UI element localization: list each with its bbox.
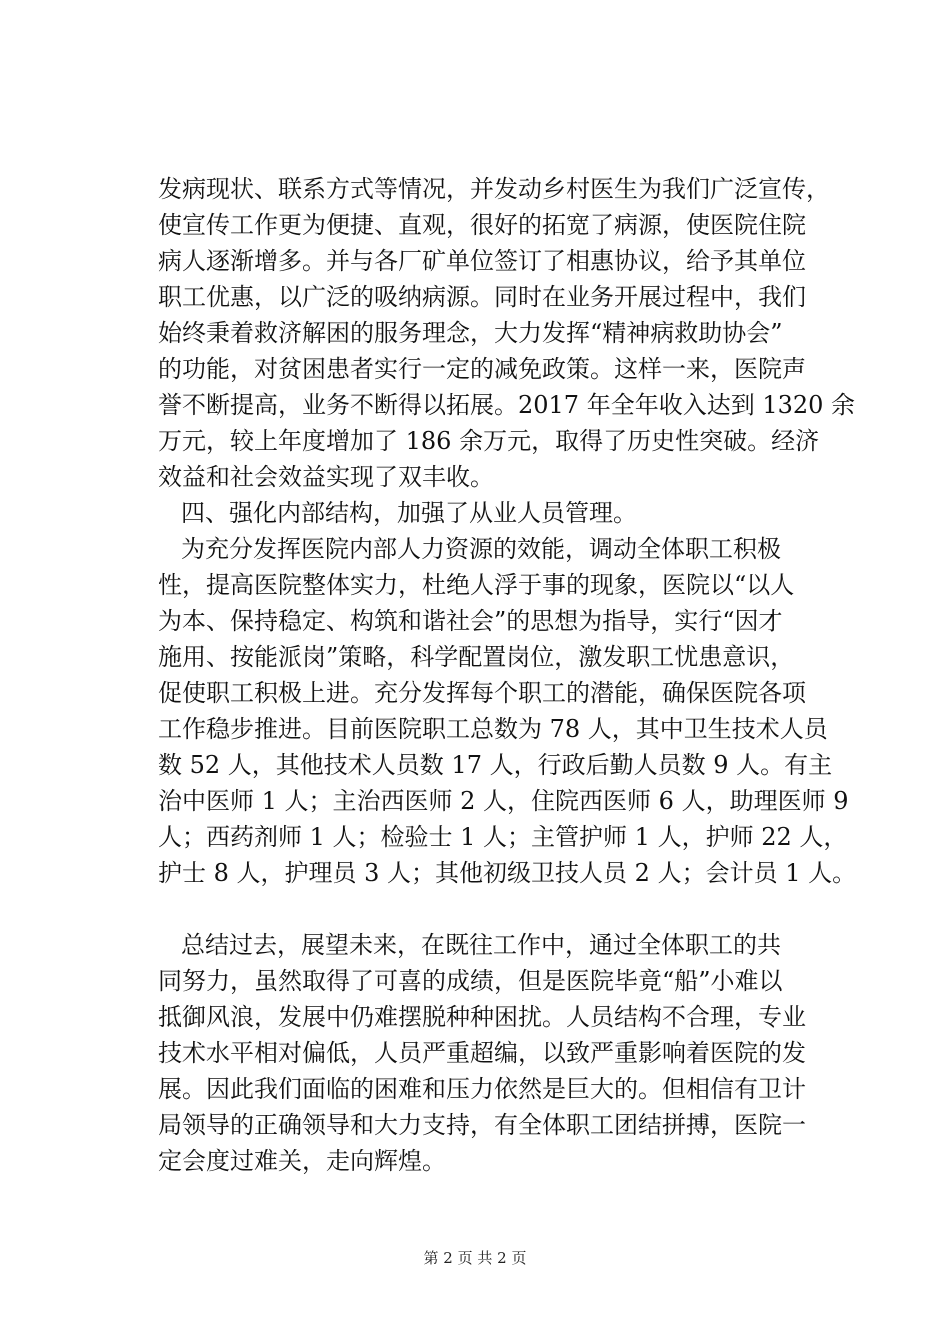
text-line: 治中医师 1 人；主治西医师 2 人，住院西医师 6 人，助理医师 9 [158, 787, 849, 815]
paragraph-spacer [158, 891, 813, 927]
text-line: 人；西药剂师 1 人；检验士 1 人；主管护师 1 人，护师 22 人， [158, 823, 848, 851]
text-line: 工作稳步推进。目前医院职工总数为 78 人，其中卫生技术人员 [158, 715, 828, 743]
text-line: 的功能，对贫困患者实行一定的减免政策。这样一来，医院声 [158, 355, 806, 383]
paragraph-summary [158, 927, 813, 1179]
text-line: 促使职工积极上进。充分发挥每个职工的潜能，确保医院各项 [158, 679, 806, 707]
text-line: 发病现状、联系方式等情况，并发动乡村医生为我们广泛宣传， [158, 175, 830, 203]
text-line: 性，提高医院整体实力，杜绝人浮于事的现象，医院以“以人 [158, 571, 795, 599]
text-line: 抵御风浪，发展中仍难摆脱种种困扰。人员结构不合理，专业 [158, 1003, 806, 1031]
text-line: 始终秉着救济解困的服务理念，大力发挥“精神病救助协会” [158, 319, 783, 347]
page-footer: 第 2 页 共 2 页 [423, 1249, 527, 1267]
text-line: 护士 8 人，护理员 3 人；其他初级卫技人员 2 人；会计员 1 人。 [158, 859, 857, 887]
text-line: 总结过去，展望未来，在既往工作中，通过全体职工的共 [181, 931, 781, 959]
text-line: 数 52 人，其他技术人员数 17 人，行政后勤人员数 9 人。有主 [158, 751, 833, 779]
text-line: 局领导的正确领导和大力支持，有全体职工团结拼搏，医院一 [158, 1111, 806, 1139]
paragraph-income [158, 171, 856, 495]
text-line: 定会度过难关，走向辉煌。 [158, 1147, 446, 1175]
text-line: 使宣传工作更为便捷、直观，很好的拓宽了病源，使医院住院 [158, 211, 806, 239]
text-line: 同努力，虽然取得了可喜的成绩，但是医院毕竟“船”小难以 [158, 967, 783, 995]
text-line: 誉不断提高，业务不断得以拓展。2017 年全年收入达到 1320 余 [158, 391, 856, 419]
text-line: 为充分发挥医院内部人力资源的效能，调动全体职工积极 [181, 535, 781, 563]
text-line: 技术水平相对偏低，人员严重超编，以致严重影响着医院的发 [158, 1039, 806, 1067]
text-line: 效益和社会效益实现了双丰收。 [158, 463, 494, 491]
text-line: 展。因此我们面临的困难和压力依然是巨大的。但相信有卫计 [158, 1075, 806, 1103]
section-heading-4: 四、强化内部结构，加强了从业人员管理。 [181, 499, 637, 527]
text-line: 施用、按能派岗”策略，科学配置岗位，激发职工忧患意识， [158, 643, 795, 671]
text-line: 职工优惠，以广泛的吸纳病源。同时在业务开展过程中，我们 [158, 283, 806, 311]
text-line: 万元，较上年度增加了 186 余万元，取得了历史性突破。经济 [158, 427, 820, 455]
document-body [158, 171, 857, 1179]
text-line: 病人逐渐增多。并与各厂矿单位签订了相惠协议，给予其单位 [158, 247, 806, 275]
text-line: 为本、保持稳定、构筑和谐社会”的思想为指导，实行“因才 [158, 607, 783, 635]
paragraph-staff [158, 531, 857, 891]
